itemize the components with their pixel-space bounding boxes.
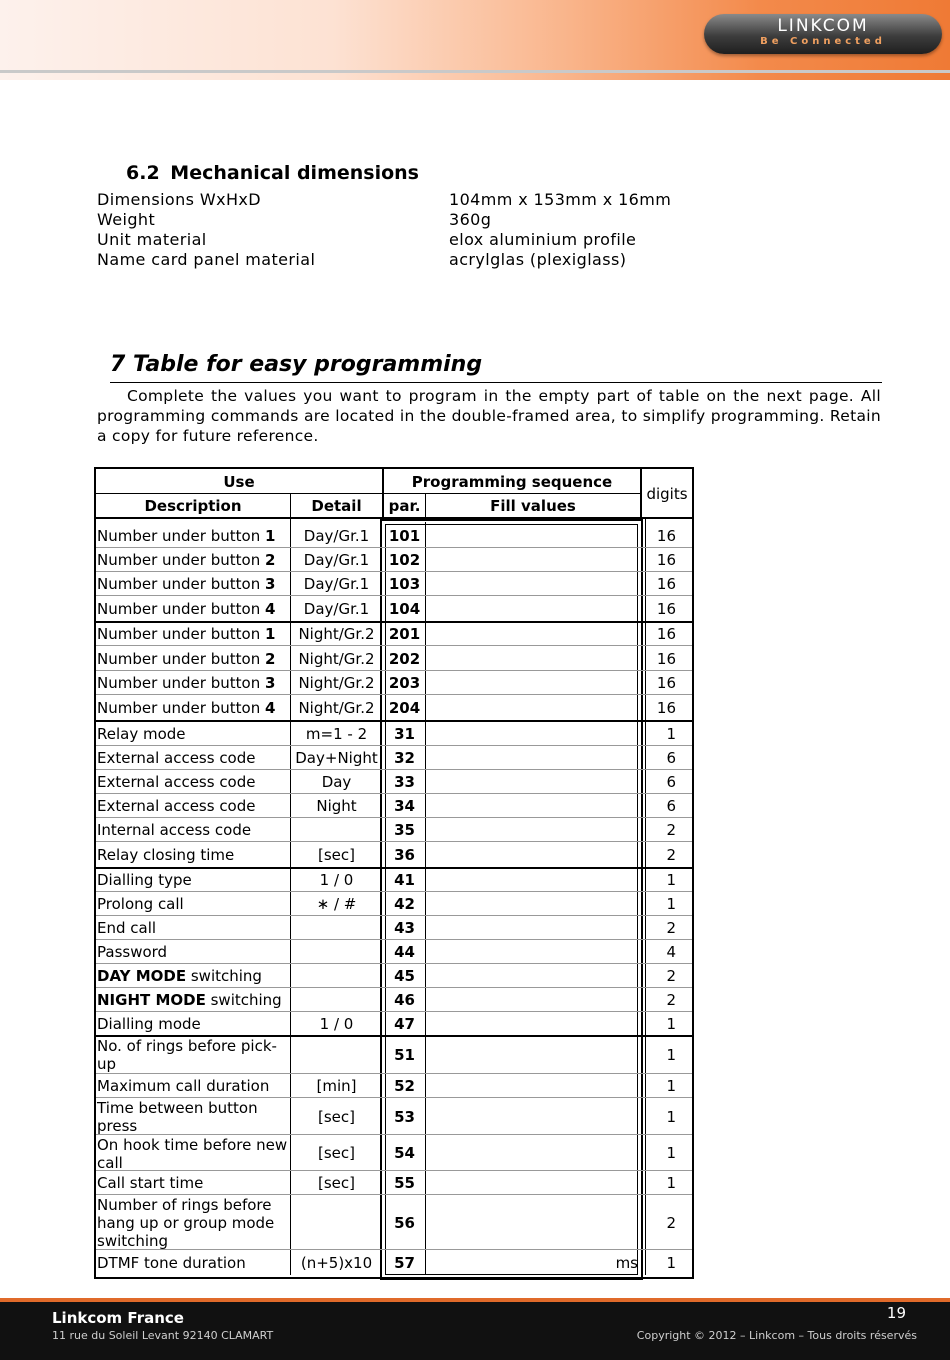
header-description: Description	[144, 497, 242, 515]
row-description	[97, 797, 289, 815]
page-number: 19	[886, 1304, 906, 1322]
row-detail: (n+5)x10	[300, 1253, 373, 1272]
row-separator	[96, 595, 692, 596]
description-text: Number under button	[97, 575, 265, 593]
row-digits: 2	[666, 1213, 676, 1232]
row-separator	[96, 987, 692, 988]
logo-name: LINKCOM	[777, 16, 869, 36]
description-text: External access code	[97, 749, 256, 767]
description-text: switching	[205, 991, 282, 1009]
footer-company: Linkcom France	[52, 1309, 184, 1327]
description-text: Number under button	[97, 625, 265, 643]
row-separator	[96, 1097, 692, 1098]
row-description	[97, 1174, 289, 1192]
row-par: 46	[394, 991, 415, 1009]
row-description	[97, 1037, 289, 1073]
description-line: switching	[97, 1232, 169, 1250]
row-detail: Night/Gr.2	[298, 625, 375, 643]
row-separator	[96, 645, 692, 646]
row-detail: Day/Gr.1	[303, 526, 370, 545]
description-text: Number under button	[97, 699, 265, 717]
row-detail: ∗ / #	[316, 895, 357, 913]
row-description	[97, 551, 289, 569]
row-description	[97, 773, 289, 791]
description-line: Time between button	[97, 1099, 258, 1117]
description-text: Relay mode	[97, 724, 186, 743]
row-digits: 16	[656, 625, 676, 643]
row-detail: Night/Gr.2	[298, 674, 375, 692]
description-emphasis: 2	[264, 551, 276, 569]
row-detail: [sec]	[318, 846, 355, 864]
row-detail: Night/Gr.2	[298, 649, 375, 668]
row-separator	[96, 670, 692, 671]
row-description	[97, 749, 289, 767]
section-6-2-heading	[126, 162, 419, 184]
row-separator	[96, 745, 692, 746]
description-emphasis: NIGHT MODE	[97, 991, 206, 1009]
row-description	[97, 1196, 289, 1250]
row-description	[97, 650, 289, 668]
dimension-value: acrylglas (plexiglass)	[449, 250, 627, 269]
row-par: 202	[388, 649, 421, 668]
row-detail: Night	[316, 797, 357, 815]
row-digits: 16	[656, 600, 676, 618]
description-text: Number under button	[97, 674, 265, 692]
description-text: External access code	[97, 773, 256, 791]
row-digits: 2	[666, 846, 676, 864]
description-emphasis: 1	[264, 625, 276, 643]
row-detail: [sec]	[318, 1144, 355, 1162]
row-digits: 2	[666, 991, 676, 1009]
row-description	[97, 725, 289, 743]
description-emphasis: DAY MODE	[97, 967, 187, 985]
row-detail: Day	[321, 773, 352, 791]
dimension-value: 360g	[449, 210, 492, 229]
row-digits: 16	[656, 551, 676, 569]
section-title: Mechanical dimensions	[170, 162, 419, 184]
description-line: On hook time before new	[97, 1136, 288, 1154]
row-description	[97, 527, 289, 545]
row-par: 203	[388, 674, 421, 692]
description-text: Maximum call duration	[97, 1077, 270, 1095]
dimension-value: 104mm x 153mm x 16mm	[449, 190, 672, 209]
row-digits: 1	[666, 871, 676, 889]
row-par: 31	[394, 724, 415, 743]
row-description	[97, 1015, 289, 1033]
row-digits: 16	[656, 575, 676, 593]
row-separator	[96, 769, 692, 770]
description-emphasis: 2	[264, 649, 276, 668]
row-par: 44	[394, 943, 415, 961]
row-description	[97, 895, 289, 913]
row-description	[97, 967, 289, 985]
row-par: 32	[394, 749, 415, 767]
description-text: DTMF tone duration	[97, 1253, 246, 1272]
description-line: press	[97, 1117, 138, 1135]
description-text: Number under button	[97, 600, 265, 618]
description-text: Relay closing time	[97, 846, 235, 864]
description-text: End call	[97, 919, 157, 937]
row-detail: Day/Gr.1	[303, 575, 370, 593]
header-fill-values: Fill values	[490, 497, 576, 515]
description-line: call	[97, 1154, 123, 1172]
header-bottom-line	[96, 517, 692, 519]
row-separator	[96, 1194, 692, 1195]
row-par: 204	[388, 699, 421, 717]
row-detail: [sec]	[318, 1107, 355, 1126]
row-par: 53	[394, 1107, 415, 1126]
row-description	[97, 991, 289, 1009]
row-separator	[96, 939, 692, 940]
row-separator	[96, 621, 692, 623]
heading-underline	[110, 382, 882, 383]
description-emphasis: 4	[264, 600, 276, 618]
row-par: 102	[388, 551, 421, 569]
dimension-label: Name card panel material	[97, 250, 316, 269]
row-par: 47	[394, 1015, 415, 1033]
row-description	[97, 1254, 289, 1272]
row-digits: 16	[656, 526, 676, 545]
header-par: par.	[388, 497, 421, 515]
description-text: Number under button	[97, 649, 265, 668]
dimension-label: Dimensions WxHxD	[97, 190, 261, 209]
description-line: hang up or group mode	[97, 1214, 275, 1232]
row-detail: m=1 - 2	[305, 724, 368, 743]
row-separator	[96, 547, 692, 548]
footer-copyright: Copyright © 2012 – Linkcom – Tous droits réservés	[636, 1329, 917, 1342]
row-par: 51	[394, 1046, 415, 1064]
section-number: 6.2	[126, 162, 160, 184]
description-text: Number under button	[97, 526, 265, 545]
description-emphasis: 3	[264, 674, 276, 692]
row-description	[97, 1136, 289, 1172]
header-programming-sequence: Programming sequence	[411, 473, 613, 491]
row-digits: 2	[666, 821, 676, 839]
row-digits: 1	[666, 1253, 676, 1272]
row-par: 52	[394, 1077, 415, 1095]
row-digits: 1	[666, 1144, 676, 1162]
row-digits: 1	[666, 1107, 676, 1126]
header-use: Use	[223, 473, 255, 491]
description-line: Number of rings before	[97, 1196, 272, 1214]
row-separator	[96, 571, 692, 572]
row-par: 35	[394, 821, 415, 839]
section-7-heading: 7 Table for easy programming	[110, 352, 483, 377]
row-description	[97, 625, 289, 643]
row-par: 103	[388, 575, 421, 593]
row-par: 104	[388, 600, 421, 618]
description-text: Password	[97, 943, 168, 961]
footer-address: 11 rue du Soleil Levant 92140 CLAMART	[52, 1329, 274, 1342]
row-par: 55	[394, 1174, 415, 1192]
row-separator	[96, 841, 692, 842]
row-description	[97, 821, 289, 839]
row-par: 33	[394, 773, 415, 791]
row-par: 54	[394, 1144, 415, 1162]
row-separator	[96, 793, 692, 794]
row-detail: [sec]	[318, 1174, 355, 1192]
description-text: Call start time	[97, 1174, 204, 1192]
row-digits: 6	[666, 797, 676, 815]
row-digits: 16	[656, 699, 676, 717]
description-emphasis: 1	[264, 526, 276, 545]
column-line-par	[425, 522, 426, 1275]
row-digits: 1	[666, 724, 676, 743]
row-par: 43	[394, 919, 415, 937]
row-digits: 6	[666, 773, 676, 791]
row-description	[97, 699, 289, 717]
row-description	[97, 943, 289, 961]
row-separator	[96, 694, 692, 695]
description-text: Prolong call	[97, 895, 184, 913]
description-text: Number under button	[97, 551, 265, 569]
header-divider	[0, 70, 950, 73]
row-digits: 1	[666, 1077, 676, 1095]
description-line: up	[97, 1055, 117, 1073]
row-par: 57	[394, 1253, 415, 1272]
row-description	[97, 846, 289, 864]
row-detail: Day+Night	[295, 749, 378, 767]
row-par: 56	[394, 1213, 415, 1232]
row-separator	[96, 817, 692, 818]
row-digits: 1	[666, 1015, 676, 1033]
row-detail: Night/Gr.2	[298, 699, 375, 717]
row-detail: Day/Gr.1	[303, 600, 370, 618]
description-text: Dialling mode	[97, 1015, 201, 1033]
row-description	[97, 674, 289, 692]
row-separator	[96, 720, 692, 722]
row-separator	[96, 891, 692, 892]
row-digits: 1	[666, 895, 676, 913]
row-par: 36	[394, 846, 415, 864]
row-par: 41	[394, 871, 415, 889]
row-digits: 2	[666, 919, 676, 937]
row-par: 45	[394, 967, 415, 985]
header-digits: digits	[646, 485, 688, 503]
row-description	[97, 600, 289, 618]
row-par: 101	[388, 526, 421, 545]
row-par: 42	[394, 895, 415, 913]
row-detail: 1 / 0	[319, 871, 354, 889]
description-line: No. of rings before pick-	[97, 1037, 277, 1055]
row-description	[97, 919, 289, 937]
description-text: Internal access code	[97, 821, 252, 839]
row-par: 201	[388, 625, 421, 643]
description-text: Dialling type	[97, 871, 192, 889]
description-text: switching	[186, 967, 262, 985]
row-description	[97, 575, 289, 593]
row-description	[97, 1099, 289, 1135]
description-emphasis: 4	[264, 699, 276, 717]
row-fill-value: ms	[615, 1253, 638, 1272]
row-separator	[96, 1011, 692, 1012]
row-par: 34	[394, 797, 415, 815]
description-text: External access code	[97, 797, 256, 815]
row-digits: 6	[666, 749, 676, 767]
row-detail: [min]	[316, 1077, 357, 1095]
row-detail: Day/Gr.1	[303, 551, 370, 569]
header-detail: Detail	[311, 497, 362, 515]
row-separator	[96, 963, 692, 964]
row-digits: 4	[666, 943, 676, 961]
logo-tagline: Be Connected	[760, 36, 886, 47]
row-description	[97, 1077, 289, 1095]
dimension-label: Unit material	[97, 230, 207, 249]
dimension-value: elox aluminium profile	[449, 230, 637, 249]
row-description	[97, 871, 289, 889]
row-digits: 16	[656, 649, 676, 668]
intro-paragraph: Complete the values you want to program in the empty part of table on the next page. All programming commands are located in the double-framed area, to simplify programming. Retain a copy for future reference.	[97, 387, 881, 445]
row-detail: 1 / 0	[319, 1015, 354, 1033]
row-digits: 1	[666, 1046, 676, 1064]
description-emphasis: 3	[264, 575, 276, 593]
header-divider-line	[96, 493, 642, 494]
row-digits: 2	[666, 967, 676, 985]
row-separator	[96, 867, 692, 869]
row-digits: 1	[666, 1174, 676, 1192]
row-digits: 16	[656, 674, 676, 692]
dimension-label: Weight	[97, 210, 156, 229]
linkcom-logo	[704, 14, 942, 54]
row-separator	[96, 1073, 692, 1074]
row-separator	[96, 915, 692, 916]
